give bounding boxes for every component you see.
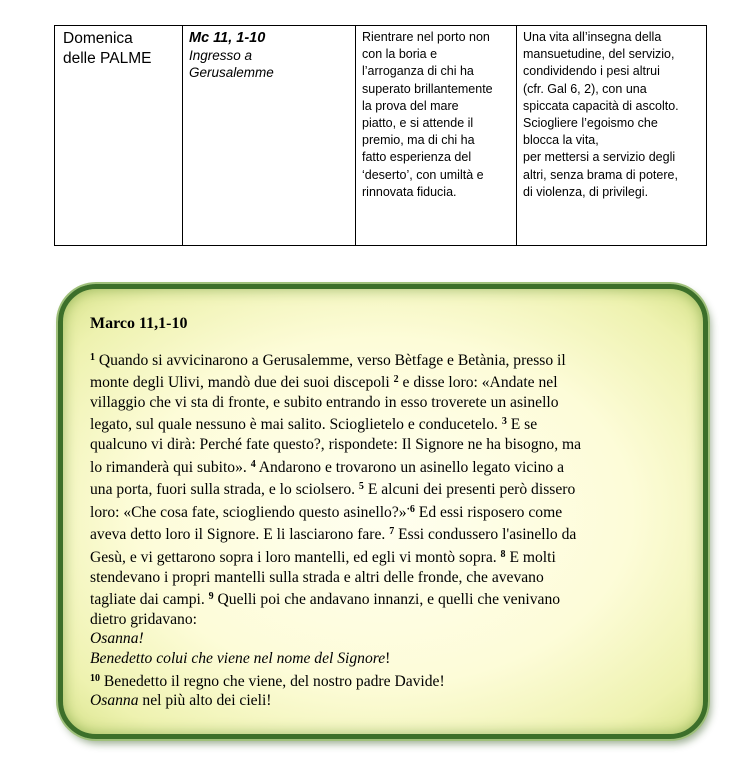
table-row (55, 26, 707, 246)
verse-text: tagliate dai campi. (90, 591, 209, 609)
reading-reference: Mc 11, 1-10 (189, 30, 266, 46)
verse-text: stendevano i propri mantelli sulla strada e altri delle fronde, che avevano (90, 568, 544, 586)
cell-line: (cfr. Gal 6, 2), con una (523, 81, 647, 96)
verse-text: dietro gridavano: (90, 610, 197, 628)
verse-number: 3 (501, 416, 507, 428)
passage-title: Marco 11,1-10 (90, 315, 188, 332)
verse-text: aveva detto loro il Signore. E li lasciarono fare. (90, 526, 390, 544)
passage-line (90, 500, 689, 523)
verse-text: Ed essi risposero come (414, 503, 563, 521)
cell-line: ‘deserto’, con umiltà e (362, 167, 484, 182)
verse-number: 5 (358, 481, 364, 493)
verse-text: Gesù, e vi gettarono sopra i loro mantelli, ed egli vi montò sopra. (90, 548, 501, 566)
verse-text: Andarono e trovarono un asinello legato vicino a (255, 458, 565, 476)
verse-number: 4 (250, 458, 256, 470)
passage-line (90, 587, 689, 610)
passage-line (90, 669, 689, 692)
verse-number: 7 (389, 526, 395, 538)
verse-text: una porta, fuori sulla strada, e lo sciolsero. (90, 481, 359, 499)
verse-text: E molti (505, 548, 556, 566)
cell-line: blocca la vita, (523, 133, 599, 148)
verse-text: Benedetto il regno che viene, del nostro padre Davide! (100, 672, 445, 690)
cell-line: superato brillantemente (362, 81, 493, 96)
italic-text: Osanna (90, 692, 139, 710)
cell-line: l’arroganza di chi ha (362, 64, 474, 79)
verse-text: qualcuno vi dirà: Perché fate questo?, rispondete: Il Signore ne ha bisogno, ma (90, 435, 582, 453)
cell-line: fatto esperienza del (362, 150, 472, 165)
verse-text: lo rimanderà qui subito». (90, 458, 251, 476)
cell-line: altri, senza brama di potere, (523, 167, 678, 182)
cell-line: premio, ma di chi ha (362, 133, 475, 148)
cell-line: spiccata capacità di ascolto. (523, 98, 679, 113)
cell-line: di violenza, di privilegi. (523, 184, 649, 199)
passage-line (90, 370, 689, 393)
passage-body (90, 348, 689, 711)
cell-line: Sciogliere l’egoismo che (523, 116, 658, 131)
verse-number: 2 (393, 374, 399, 386)
passage-line (90, 477, 689, 500)
verse-text: ! (385, 649, 391, 667)
reading-title-line: Ingresso a (189, 48, 253, 63)
passage-line (90, 348, 689, 371)
cell-line: Una vita all’insegna della (523, 30, 662, 44)
verse-text: E alcuni dei presenti però dissero (363, 481, 576, 499)
passage-line (90, 522, 689, 545)
verse-number: 8 (500, 548, 506, 560)
italic-text: Benedetto colui che viene nel nome del Signore (90, 649, 386, 667)
passage-line (90, 455, 689, 478)
passage-line (90, 412, 689, 435)
verse-text: legato, sul quale nessuno è mai salito. Scioglietelo e conducetelo. (90, 416, 502, 434)
verse-text: monte degli Ulivi, mandò due dei suoi discepoli (90, 374, 394, 392)
passage-line (90, 545, 689, 568)
verse-text: E se (506, 416, 538, 434)
passage-line (90, 629, 689, 649)
passage-line (90, 568, 689, 588)
reading-cell (183, 26, 356, 246)
cell-line: con la boria e (362, 47, 438, 62)
liturgy-table (54, 25, 707, 246)
cell-line: per mettersi a servizio degli (523, 150, 676, 165)
day-cell (55, 26, 183, 246)
gospel-panel (58, 284, 708, 739)
cell-line: mansuetudine, del servizio, (523, 47, 675, 62)
verse-number: 6 (409, 503, 415, 515)
cell-line: Rientrare nel porto non (362, 30, 490, 44)
cell-line: la prova del mare (362, 98, 459, 113)
verse-text: villaggio che vi sta di fronte, e subito entrando in esso troverete un asinello (90, 393, 559, 411)
verse-number: · (406, 503, 410, 515)
cell-line: condividendo i pesi altrui (523, 64, 660, 79)
verse-text: nel più alto dei cieli! (138, 692, 272, 710)
verse-number: 10 (90, 672, 100, 684)
passage-line (90, 393, 689, 413)
reflection-cell (356, 26, 517, 246)
verse-number: 1 (90, 351, 95, 363)
day-line: delle PALME (63, 50, 152, 67)
passage-line (90, 691, 689, 711)
passage-line (90, 610, 689, 630)
verse-number: 9 (208, 591, 214, 603)
gospel-text (90, 314, 689, 711)
commitment-cell (517, 26, 707, 246)
verse-text: Essi condussero l'asinello da (394, 526, 577, 544)
verse-text: e disse loro: «Andate nel (398, 374, 558, 392)
cell-line: piatto, e si attende il (362, 116, 474, 131)
passage-line (90, 649, 689, 669)
italic-text: Osanna! (90, 630, 144, 648)
verse-text: loro: «Che cosa fate, sciogliendo questo asinello?» (90, 503, 407, 521)
cell-line: rinnovata fiducia. (362, 184, 457, 199)
day-line: Domenica (63, 30, 133, 47)
verse-text: Quando si avvicinarono a Gerusalemme, verso Bètfage e Betània, presso il (95, 351, 566, 369)
reading-title-line: Gerusalemme (189, 65, 274, 80)
verse-text: Quelli poi che andavano innanzi, e quelli che venivano (213, 591, 561, 609)
passage-line (90, 435, 689, 455)
